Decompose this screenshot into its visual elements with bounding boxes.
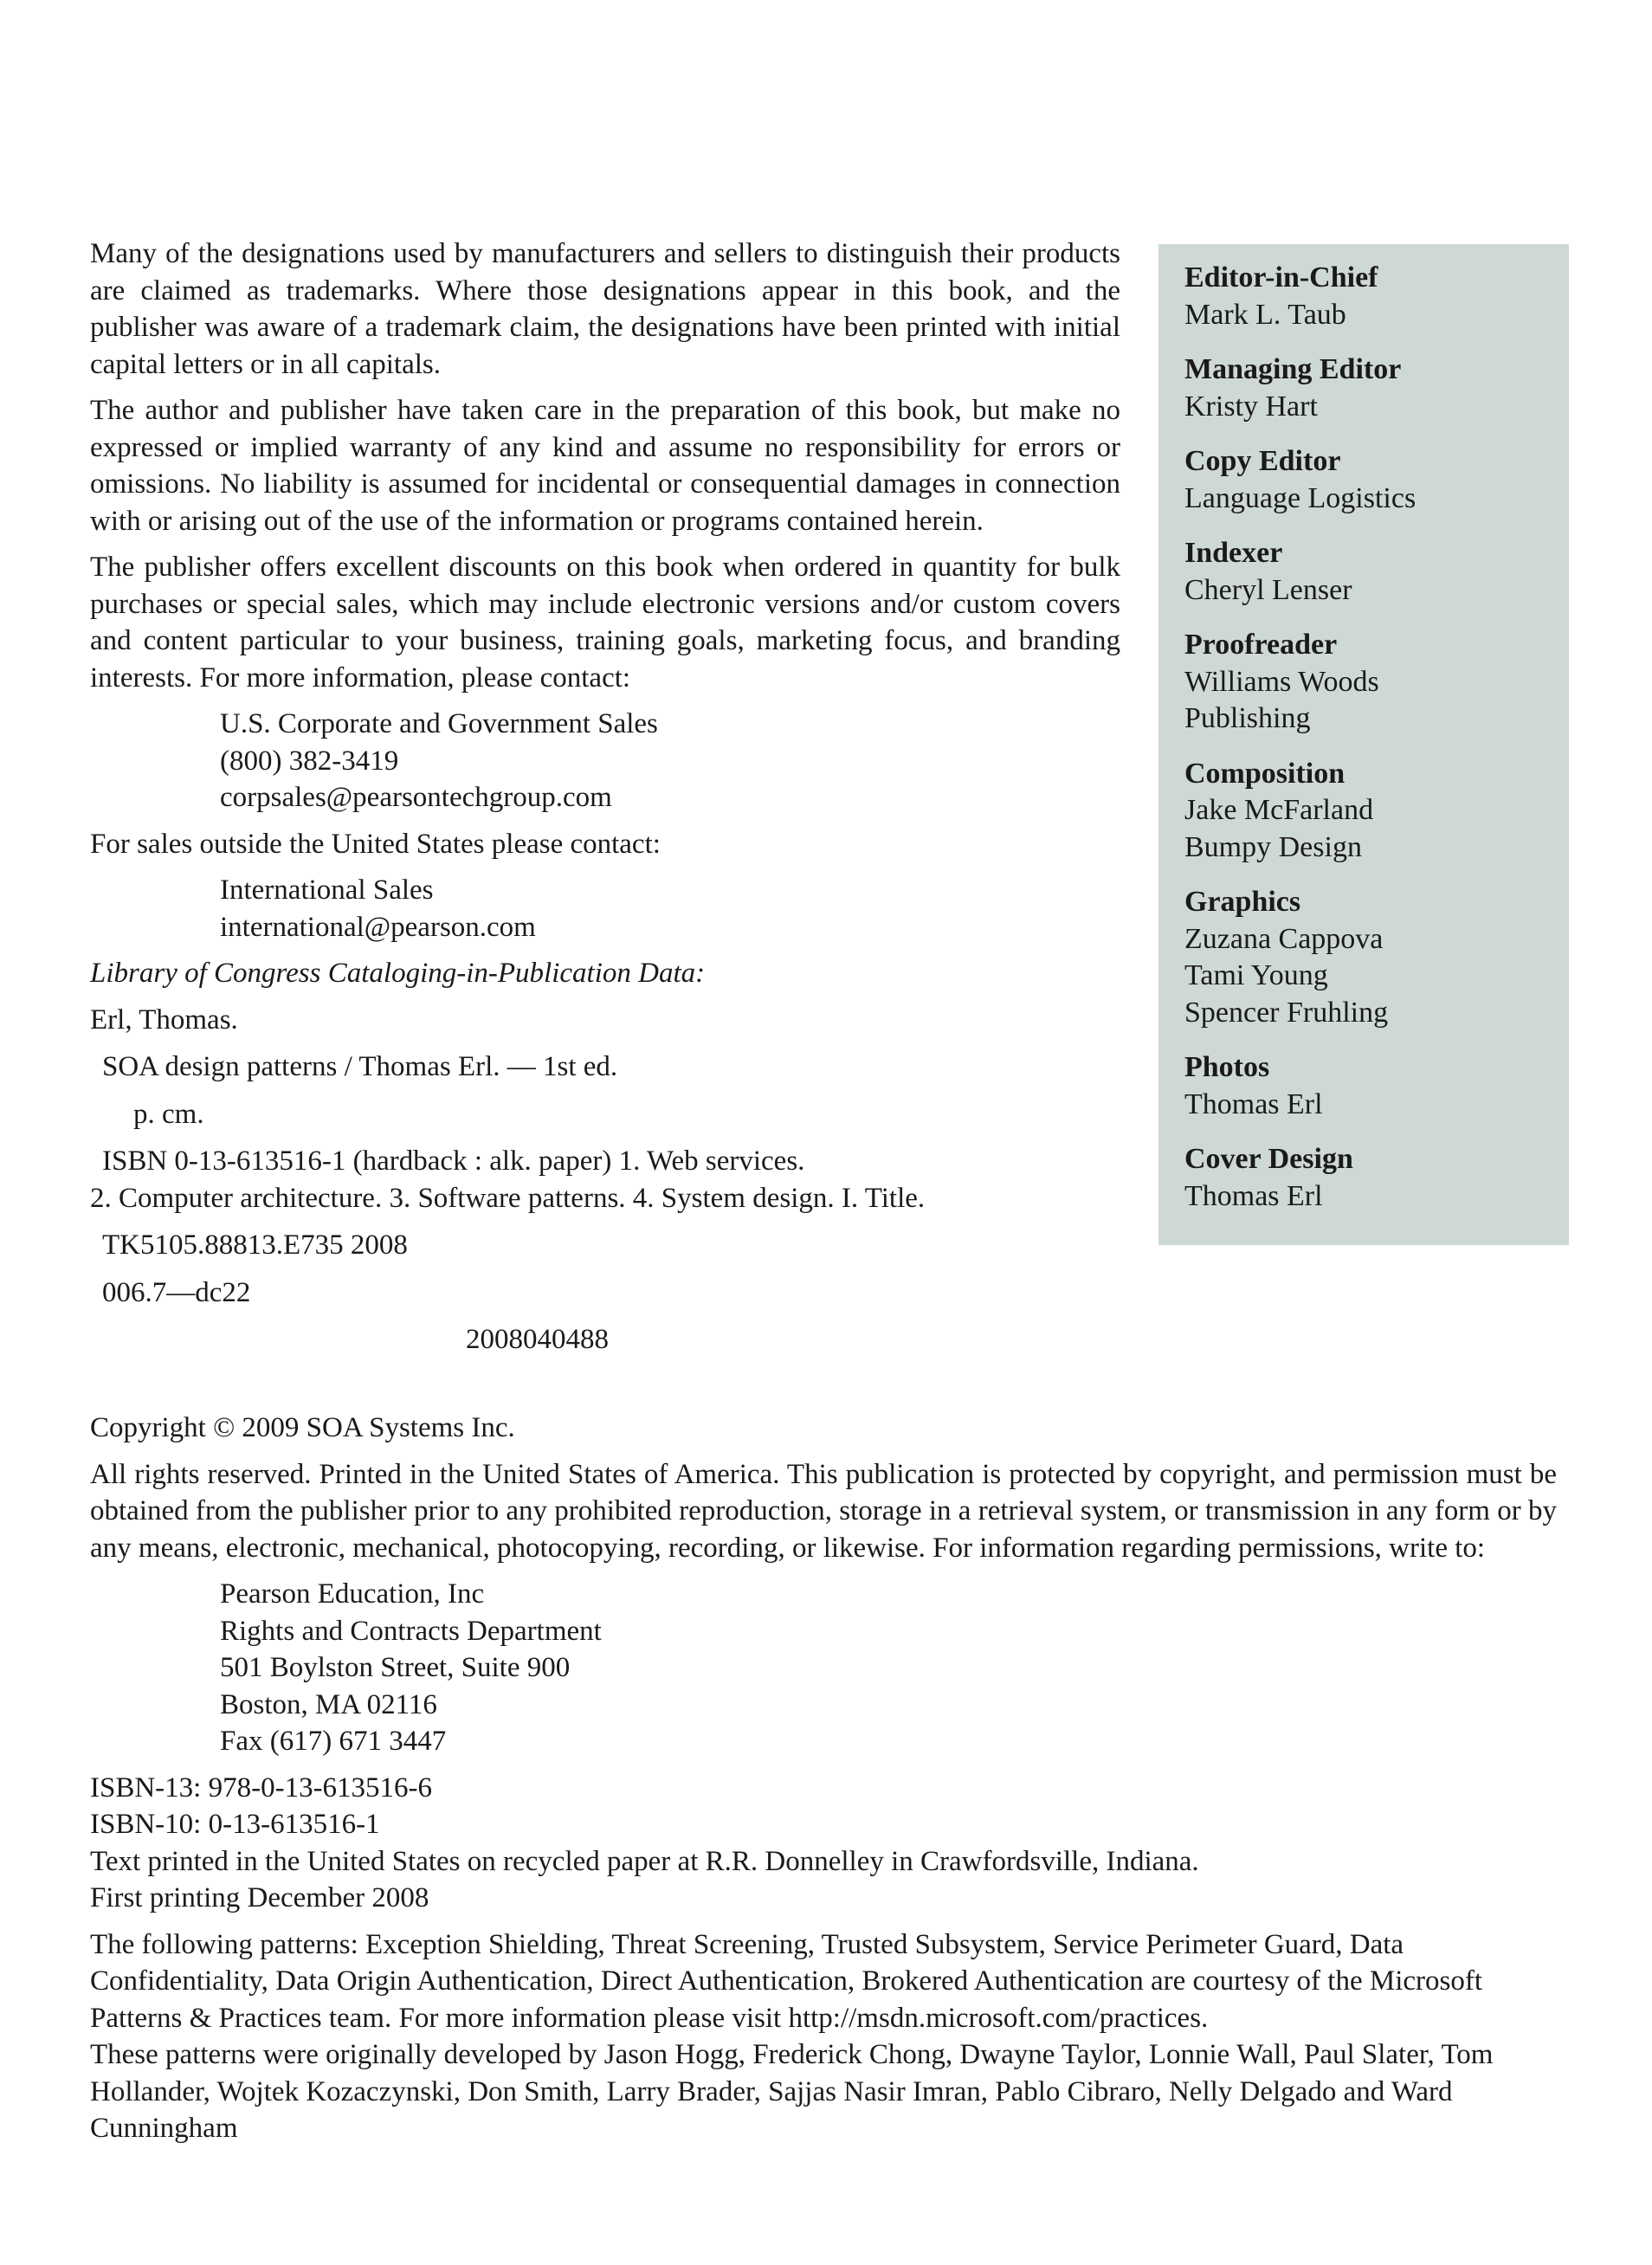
credit-role: Photos [1184, 1051, 1270, 1083]
intl-sales-contact [220, 872, 1120, 945]
credit-name: Thomas Erl [1184, 1087, 1323, 1120]
credit-name: Williams Woods [1184, 665, 1379, 698]
catalog-title: SOA design patterns / Thomas Erl. — 1st ed. [102, 1051, 618, 1082]
catalog-author: Erl, Thomas. [90, 1003, 238, 1036]
credit-role: Indexer [1184, 537, 1283, 569]
credit-role: Cover Design [1184, 1143, 1353, 1175]
catalog-call-number: TK5105.88813.E735 2008 [102, 1229, 408, 1261]
credit-name: Thomas Erl [1184, 1179, 1323, 1212]
credit-name: Jake McFarland [1184, 794, 1374, 826]
first-printing: First printing December 2008 [90, 1882, 429, 1913]
credit-role: Editor-in-Chief [1184, 261, 1378, 294]
credit-name: Kristy Hart [1184, 390, 1318, 423]
credit-group [1184, 352, 1552, 425]
main-column [90, 236, 1120, 1369]
pearson-dept: Rights and Contracts Department [220, 1615, 602, 1647]
copyright-line: Copyright © 2009 SOA Systems Inc. [90, 1412, 515, 1443]
credit-role: Copy Editor [1184, 445, 1341, 477]
us-sales-email: corpsales@pearsontechgroup.com [220, 782, 612, 813]
isbn13: ISBN-13: 978-0-13-613516-6 [90, 1771, 433, 1804]
catalog-lccn: 2008040488 [466, 1324, 609, 1355]
us-sales-name: U.S. Corporate and Government Sales [220, 708, 658, 739]
credit-name: Cheryl Lenser [1184, 573, 1352, 606]
credit-group [1184, 884, 1552, 1031]
credit-name: Language Logistics [1184, 481, 1416, 514]
catalog-subjects: 2. Computer architecture. 3. Software patterns. 4. System design. I. Title. [90, 1182, 926, 1214]
pearson-name: Pearson Education, Inc [220, 1578, 485, 1610]
credit-name: Zuzana Cappova [1184, 922, 1384, 955]
liability-paragraph: The author and publisher have taken care in the preparation of this book, but make no expressed or implied warranty of any kind and assume no responsibility for errors or omissions. No liability is assumed for incidental or consequential damages in connection with or arising out of the use of the information or programs contained herein. [90, 395, 1120, 537]
lccn-heading: Library of Congress Cataloging-in-Publication Data: [90, 958, 706, 989]
credit-name: Spencer Fruhling [1184, 996, 1389, 1029]
credit-name: Bumpy Design [1184, 830, 1362, 863]
discounts-paragraph: The publisher offers excellent discounts on this book when ordered in quantity for bulk purchases or special sales, which may include electronic versions and/or custom covers and content particular to your business, training goals, marketing focus, and branding interests. For more information, please contact: [90, 552, 1120, 694]
credit-name: Publishing [1184, 702, 1311, 734]
credit-role: Composition [1184, 757, 1345, 790]
credit-group [1184, 1049, 1552, 1123]
credit-name: Mark L. Taub [1184, 298, 1346, 331]
pearson-street: 501 Boylston Street, Suite 900 [220, 1652, 571, 1683]
credits-list [1184, 260, 1552, 1233]
isbn10: ISBN-10: 0-13-613516-1 [90, 1809, 380, 1840]
us-sales-phone: (800) 382-3419 [220, 745, 399, 777]
catalog-pages: p. cm. [133, 1098, 204, 1130]
credit-name: Tami Young [1184, 959, 1328, 991]
patterns-developers: These patterns were originally developed by Jason Hogg, Frederick Chong, Dwayne Taylor, Lonnie Wall, Paul Slater, Tom Hollander, Wojtek Kozaczynski, Don Smith, Larry Brader, Sajjas Nasir Imran, Pablo Cibraro, Nelly Delgado and Ward Cunningham [90, 2039, 1494, 2144]
patterns-courtesy: The following patterns: Exception Shielding, Threat Screening, Trusted Subsystem, Service Perimeter Guard, Data Confidentiality, Data Origin Authentication, Direct Authentication, Brokered Authentication are courtesy of the Microsoft Patterns & Practices team. For more information please visit http://msdn.microsoft.com/practices. [90, 1928, 1483, 2034]
credit-group [1184, 443, 1552, 517]
credit-role: Managing Editor [1184, 353, 1402, 385]
credit-role: Proofreader [1184, 629, 1338, 661]
catalog-isbn: ISBN 0-13-613516-1 (hardback : alk. paper) 1. Web services. [102, 1145, 805, 1177]
patterns-note [90, 1926, 1557, 2147]
trademark-paragraph: Many of the designations used by manufacturers and sellers to distinguish their products are claimed as trademarks. Where those designations appear in this book, and the publisher was aware of a trademark claim, the designations have been printed with initial capital letters or in all capitals. [90, 238, 1120, 380]
outside-us-text: For sales outside the United States please contact: [90, 828, 661, 860]
pearson-fax: Fax (617) 671 3447 [220, 1726, 447, 1757]
credit-group [1184, 535, 1552, 609]
credit-group [1184, 627, 1552, 738]
us-sales-contact [220, 706, 1120, 816]
credits-sidebar [1158, 244, 1569, 1245]
intl-sales-email: international@pearson.com [220, 911, 536, 943]
credit-group [1184, 260, 1552, 333]
printed-text: Text printed in the United States on recycled paper at R.R. Donnelley in Crawfordsville, Indiana. [90, 1845, 1199, 1877]
full-width-column [90, 1410, 1557, 2157]
intl-sales-name: International Sales [220, 874, 434, 906]
pearson-address [220, 1576, 1557, 1760]
credit-group [1184, 756, 1552, 867]
credit-group [1184, 1141, 1552, 1215]
catalog-dewey: 006.7—dc22 [102, 1276, 251, 1308]
rights-paragraph: All rights reserved. Printed in the United States of America. This publication is protected by copyright, and permission must be obtained from the publisher prior to any prohibited reproduction, storage in a retrieval system, or transmission in any form or by any means, electronic, mechanical, photocopying, recording, or likewise. For information regarding permissions, write to: [90, 1458, 1557, 1564]
credit-role: Graphics [1184, 886, 1301, 918]
pearson-city: Boston, MA 02116 [220, 1688, 437, 1720]
printing-info [90, 1770, 1557, 1917]
